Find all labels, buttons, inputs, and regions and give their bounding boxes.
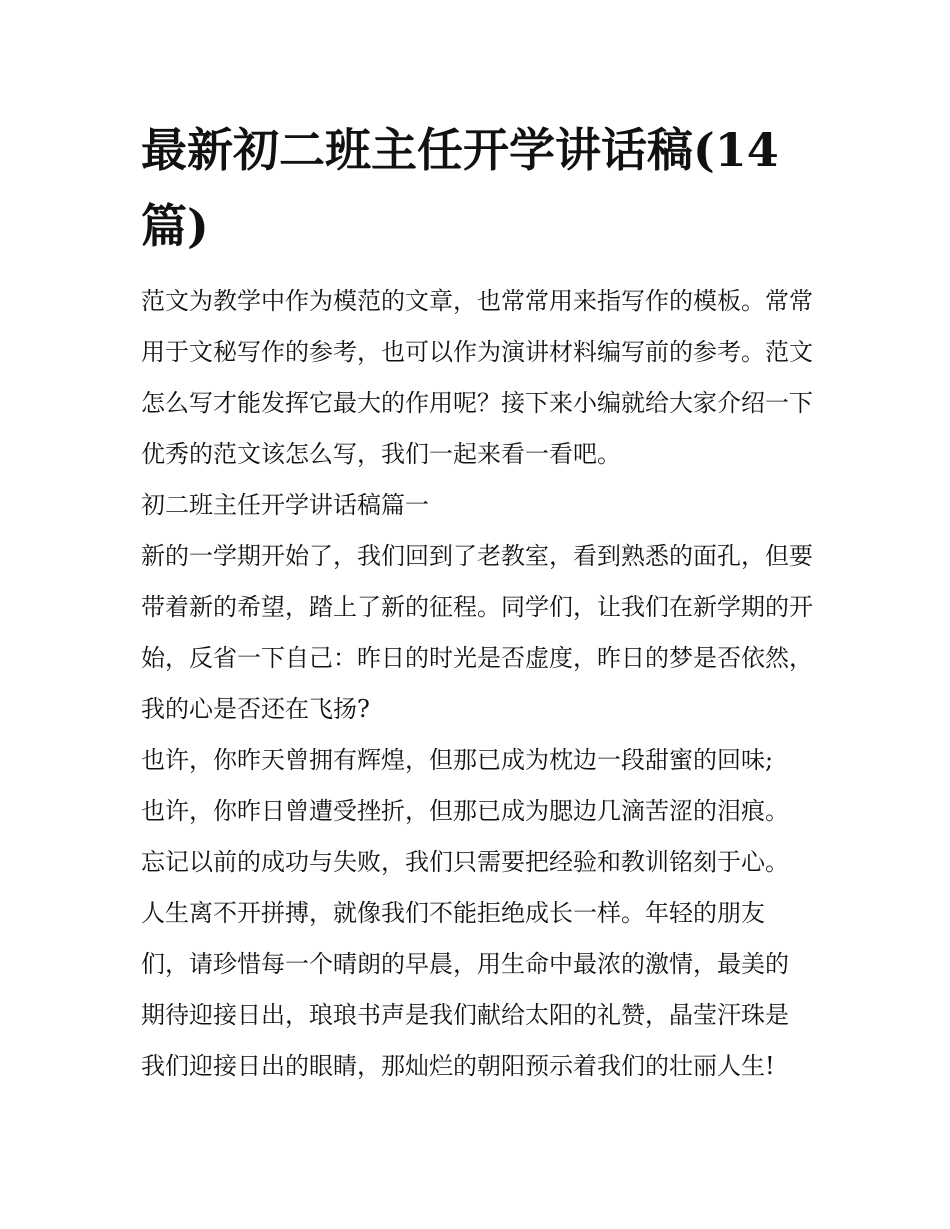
text-line: 忘记以前的成功与失败，我们只需要把经验和教训铭刻于心。 [141, 848, 789, 876]
body-paragraph-1: 新的一学期开始了，我们回到了老教室，看到熟悉的面孔，但要带着新的希望，踏上了新的征程。同学们，让我们在新学期的开始，反省一下自己：昨日的时光是否虚度，昨日的梦是否依然，我的心是否还在飞扬? [141, 542, 813, 723]
text-line: 人生离不开拼搏，就像我们不能拒绝成长一样。年轻的朋友 [141, 899, 765, 927]
document-title: 最新初二班主任开学讲话稿(14篇) [141, 123, 779, 253]
document-body [141, 112, 813, 1092]
text-line: 们，请珍惜每一个晴朗的早晨，用生命中最浓的激情，最美的 [141, 950, 789, 978]
intro-paragraph: 范文为教学中作为模范的文章，也常常用来指写作的模板。常常用于文秘写作的参考，也可以作为演讲材料编写前的参考。范文怎么写才能发挥它最大的作用呢？接下来小编就给大家介绍一下优秀的范文该怎么写，我们一起来看一看吧。 [141, 287, 813, 468]
section-heading: 初二班主任开学讲话稿篇一 [141, 491, 429, 519]
body-paragraph-2 [141, 735, 813, 1092]
text-line: 也许，你昨天曾拥有辉煌，但那已成为枕边一段甜蜜的回味; [141, 746, 774, 774]
text-line: 期待迎接日出，琅琅书声是我们献给太阳的礼赞，晶莹汗珠是 [141, 1001, 789, 1029]
text-line: 也许，你昨日曾遭受挫折，但那已成为腮边几滴苦涩的泪痕。 [141, 797, 789, 825]
text-line: 我们迎接日出的眼睛，那灿烂的朝阳预示着我们的壮丽人生! [141, 1052, 775, 1080]
